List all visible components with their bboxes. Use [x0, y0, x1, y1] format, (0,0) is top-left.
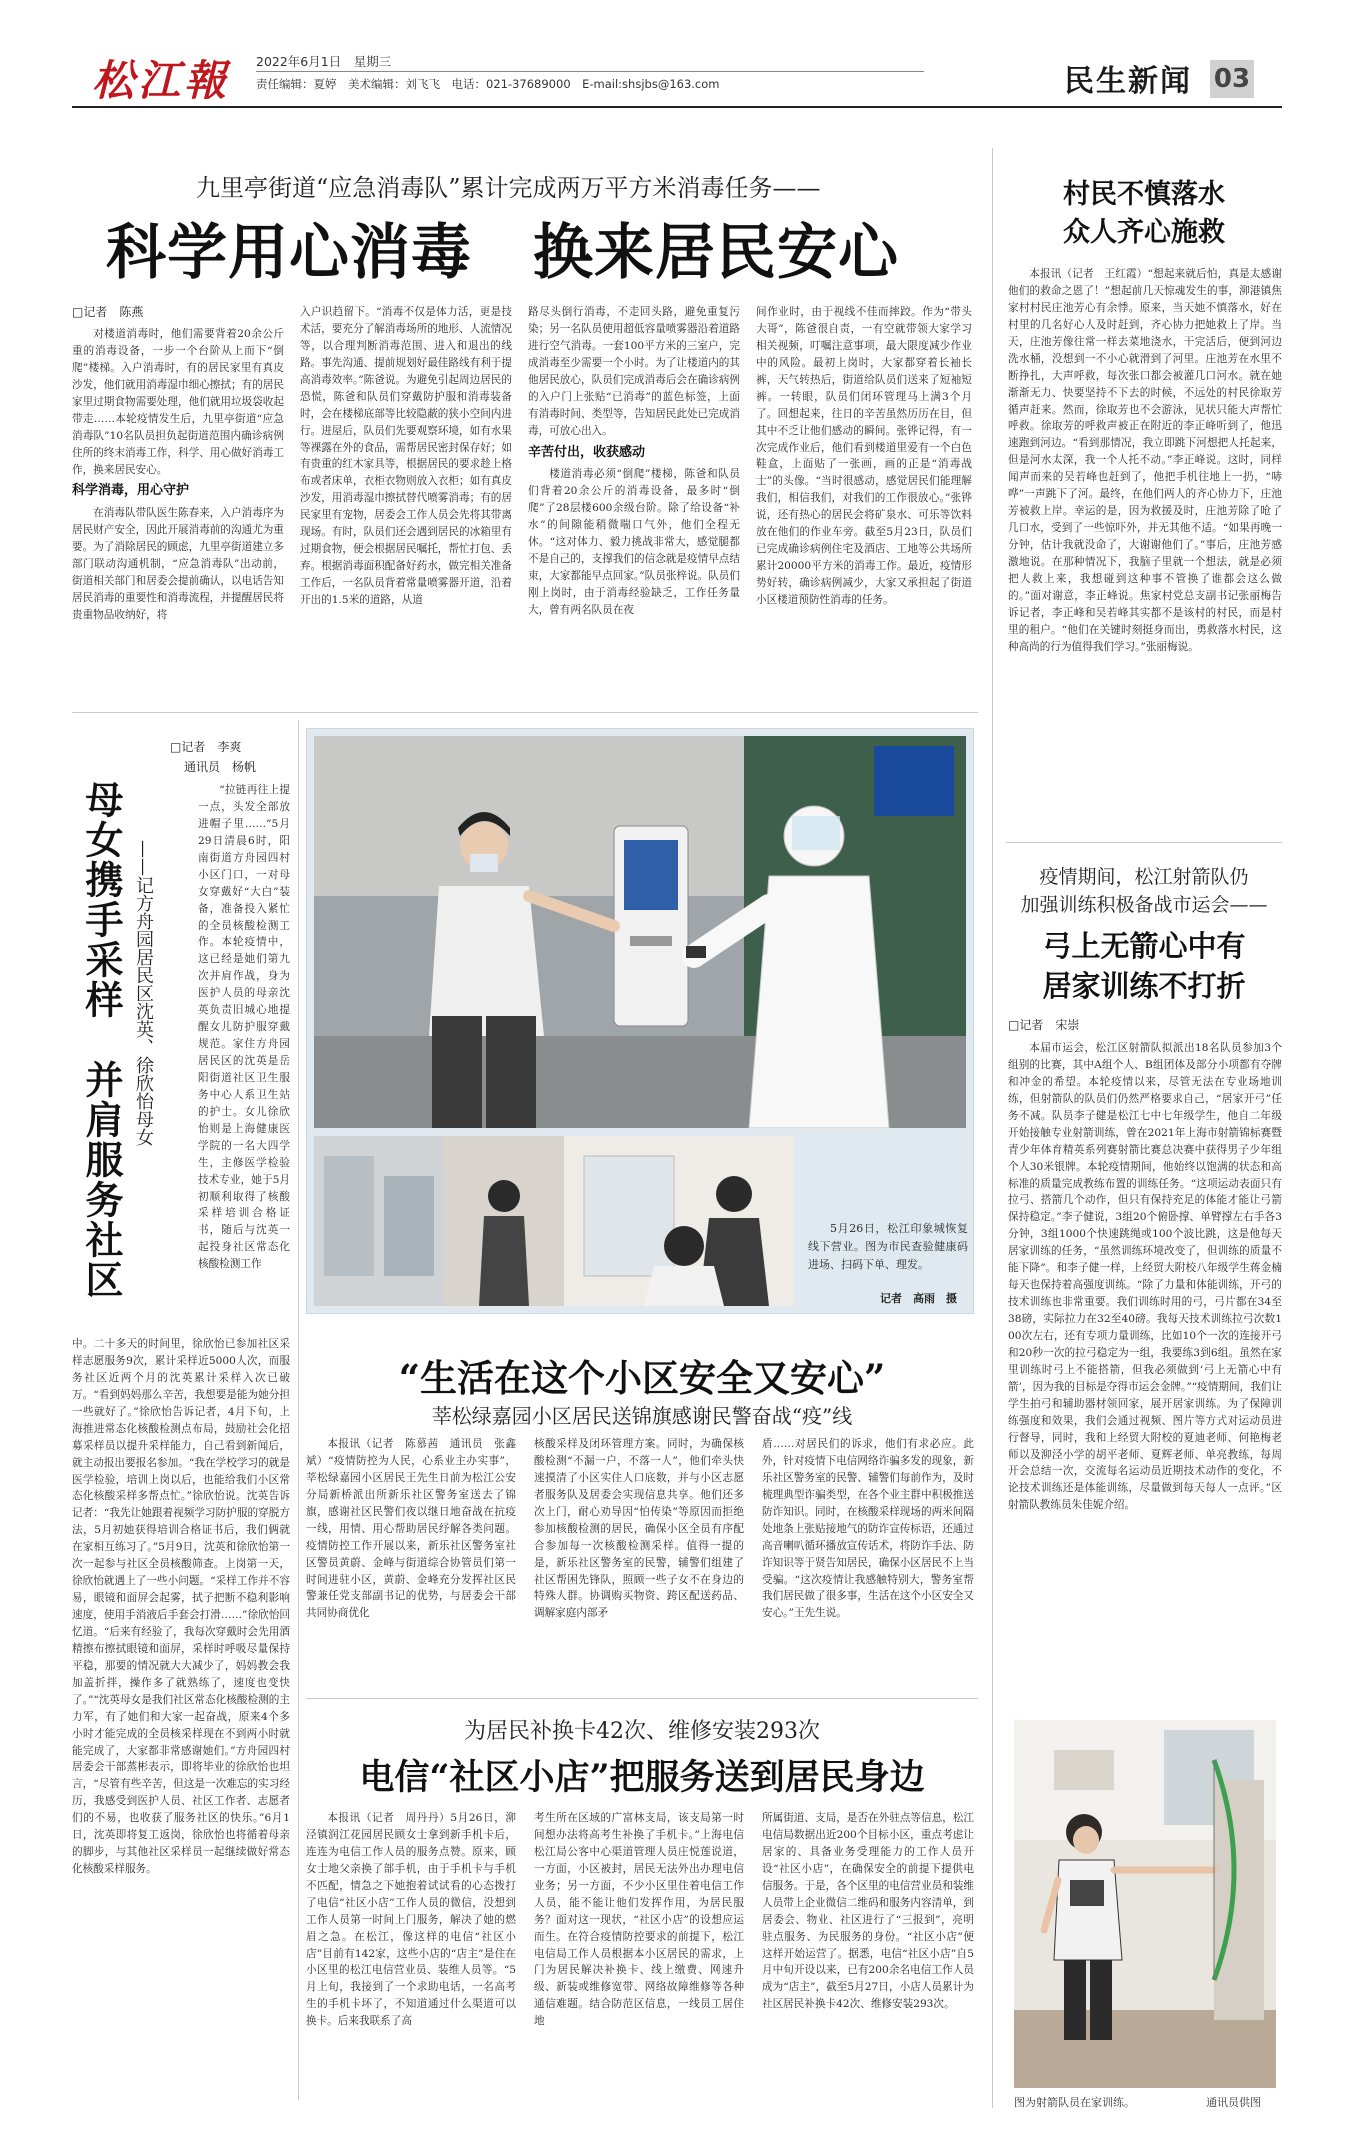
sidebar-divider [992, 148, 993, 2108]
story1-byline: □记者 陈燕 [72, 305, 144, 319]
archery-kicker-2: 加强训练积极备战市运会—— [1020, 894, 1268, 916]
safe-column-2 [534, 1436, 744, 1686]
story1-column-2 [300, 304, 512, 704]
story1-bottom-rule [72, 712, 978, 713]
archery-body [1008, 1040, 1282, 1714]
mother-body-narrow [198, 782, 290, 1330]
masthead [0, 0, 1354, 110]
archery-photo [1014, 1720, 1276, 2088]
telecom-paragraph: 所属街道、支局，是否在外驻点等信息，松江电信局数据出近200个目标小区，重点考虑让居家的、具备业务受理能力的工作人员开设“社区小店”，在确保安全的前提下提供电信服务。于是，各个区里的电信营业员和装维人员带上企业微信二维码和服务内容清单，到居委会、物业、社区进行了“三报到”，亮明驻点服务、为民服务的身份。“社区小店”便这样开始运营了。据悉，电信“社区小店”自5月中旬开设以来，已有200余名电信工作人员成为“店主”，截至5月27日，小店人员累计为社区居民补换卡42次、维修安装293次。 [762, 1812, 974, 2011]
safe-paragraph: 盾……对居民们的诉求，他们有求必应。此外，针对疫情下电信网络诈骗多发的现象，新乐社区警务室的民警、辅警们每前作为，及时梳理典型诈骗类型，在各个业主群中积极推送防诈知识。同时，在核酸采样现场的两米间隔处地条上张贴接地气的防诈宣传标语，还通过高音喇叭循环播放宣传话术，将防诈手法、防诈知识等于贤告知居民，确保小区居民不上当受骗。“这次疫情让我感触特别大，警务室帮我们居民做了很多事，生活在这个小区安全又安心。”王先生说。 [762, 1438, 974, 1620]
mother-byline-correspondent: 通讯员 杨帆 [184, 760, 257, 774]
newspaper-logo: 松江報 [92, 56, 231, 105]
safe-headline: “生活在这个小区安全又安心” [398, 1356, 886, 1400]
telecom-column-2 [534, 1810, 744, 2100]
story1-paragraph: 在消毒队带队医生陈春来，入户消毒序为居民财产安全，因此开展消毒前的沟通尤为重要。为了消除居民的顾虑，九里亭街道建立多部门联动沟通机制，“应急消毒队”出动前，街道相关部门和居委会提前确认，以电话告知居民消毒的重要性和消毒流程，并提醒居民将贵重物品收纳好，将 [72, 507, 284, 621]
story1-column-1 [72, 326, 284, 704]
archery-photo-caption: 图为射箭队员在家训练。 [1014, 2096, 1135, 2109]
mother-paragraph: “拉链再往上提一点，头发全部放进帽子里……”5月29日清晨6时，阳南街道方舟园四村小区门口，一对母女穿戴好“大白”装备，准备投入紧忙的全员核酸检测工作。本轮疫情中，这已经是她们第九次并肩作战，身为医护人员的母亲沈英负责旧城心地提醒女儿防护服穿戴规范。家住方舟园居民区的沈英是岳阳街道社区卫生服务中心人系卫生站的护士。女儿徐欣怡则是上海健康医学院的一名大四学生，主修医学检验技术专业，她于5月初顺利取得了核酸采样培训合格证书，随后与沈英一起投身社区常态化核酸检测工作 [198, 784, 290, 1271]
story1-paragraph: 楼道消毒必须“倒爬”楼梯，陈爸和队员们背着20余公斤的消毒设备，最多时“倒爬”了28层楼600余级台阶。除了给设备“补水”的间隙能稍微喘口气外，他们全程无休。“这对体力、毅力挑战非常大，感觉腿都不是自己的，支撑我们的信念就是疫情早点结束，大家都能早点回家。”队员张梓说。队员们刚上岗时，由于消毒经验缺乏，工作任务量大，曾有两名队员在夜 [528, 468, 740, 616]
story1-paragraph: 间作业时，由于视线不佳而摔跤。作为“带头大哥”，陈爸很自责，一有空就带领大家学习相关视频，叮嘱注意事项，最大限度减少作业中的风险。最初上岗时，大家都穿着长袖长裤，天气转热后，街道给队员们送来了短袖短裤。一转眼，队员们闭环管理马上满3个月了。回想起来，往日的辛苦虽然历历在目，但其中不乏让他们感动的瞬间。张铧记得，有一次完成作业后，他们看到楼道里爱有一个白色鞋盒，上面贴了一张画，画的正是“消毒战士”的头像。“当时很感动，感觉居民们能理解我们，相信我们，对我们的工作很放心。”张铧说，还有热心的居民会将矿泉水、可乐等饮料放在他们的作业车旁。截至5月23日，队员们已完成确诊病例住宅及酒店、工地等公共场所累计20000平方米的消毒工作。最近，疫情形势好转，确诊病例减少，大家又承担起了街道小区楼道预防性消毒的任务。 [756, 306, 972, 606]
mother-divider [298, 720, 299, 2100]
story1-paragraph: 路尽头倒行消毒，不走回头路，避免重复污染；另一名队员使用超低容量喷雾器沿着道路进行空气消毒。一套100平方米的三室户，完成消毒至少需要一个小时。为了让楼道内的其他居民放心，队员们完成消毒后会在确诊病例的入户门上张贴“已消毒”的蓝色标签，上面有消毒时间、类型等，告知居民此处已完成消毒，可放心出入。 [528, 306, 740, 437]
safe-column-1 [306, 1436, 516, 1686]
rescue-body [1008, 266, 1282, 826]
telecom-column-1 [306, 1810, 516, 2100]
safe-paragraph: 核酸采样及闭环管理方案。同时，为确保核酸检测“不漏一户，不落一人”，他们牵头快速摸清了小区实住人口底数，并与小区志愿者服务队及居委会实现信息共享。他们还多次上门，耐心劝导因“怕传染”等原因而拒绝参加核酸检测的居民，确保小区全员有序配合参加每一次核酸检测采样。值得一提的是，新乐社区警务室的民警，辅警们组建了社区帮困先锋队，照顾一些子女不在身边的特殊人群。协调购买物资、跨区配送药品、调解家庭内部矛 [534, 1438, 744, 1620]
mother-body-wide [72, 1336, 290, 2100]
rescue-bottom-rule [1006, 842, 1282, 843]
page-number: 03 [1210, 60, 1254, 98]
story1-column-3 [528, 304, 740, 704]
archery-byline: □记者 宋崇 [1008, 1018, 1080, 1032]
safe-subheadline: 莘松绿嘉园小区居民送锦旗感谢民警奋战“疫”线 [431, 1404, 853, 1428]
telecom-paragraph: 本报讯（记者 周丹丹）5月26日，泖泾镇润江花园居民顾女士拿到新手机卡后，连连为电信工作人员的服务点赞。原来，顾女士地父亲换了部手机，由于手机卡与手机不匹配，情急之下她抱着试试看的心态拨打了电信“社区小店”工作人员的微信，没想到工作人员第一时间上门服务，解决了她的燃眉之急。在松江，像这样的电信“社区小店”目前有142家，这些小店的“店主”是住在小区里的松江电信营业员、装维人员等。“5月上旬，我接到了一个求助电话，一名高考生的手机卡坏了，不知道通过什么渠道可以换卡。后来我联系了高 [306, 1812, 516, 2028]
main-photo-credit: 记者 高雨 摄 [880, 1292, 957, 1305]
story1-subhead-1: 科学消毒，用心守护 [72, 483, 190, 499]
rescue-headline-2: 众人齐心施救 [1063, 217, 1225, 248]
story1-headline: 科学用心消毒 换来居民安心 [106, 218, 899, 288]
archery-headline-2: 居家训练不打折 [1042, 969, 1246, 1003]
rescue-headline-1: 村民不慎落水 [1063, 179, 1225, 210]
safe-bottom-rule [306, 1698, 978, 1699]
safe-paragraph: 本报讯（记者 陈慕茜 通讯员 张鑫斌）“疫情防控为人民，心系业主办实事”，莘松绿嘉园小区居民王先生日前为松江公安分局新桥派出所新乐社区警务室送去了锦旗，感谢社区民警们夜以继日地奋战在抗疫一线，用情、用心帮助居民纾解各类问题。疫情防控工作开展以来，新乐社区警务室社区警员黄蔚、金峰与街道综合协管员们第一时间进驻小区，黄蔚、金峰充分发挥社区民警兼任党支部副书记的优势，与居委会干部共同协商优化 [306, 1438, 516, 1620]
mother-headline: 母女携手采样 并肩服务社区 [79, 780, 124, 1300]
editors-line: 责任编辑：夏婷 美术编辑：刘飞飞 电话：021-37689000 E-mail:shsjbs@163.com [256, 77, 720, 91]
mother-paragraph: 中。二十多天的时间里，徐欣怡已参加社区采样志愿服务9次，累计采样近5000人次，而服务社区近两个月的沈英累计采样入次已破万。“看到妈妈那么辛苦，我想要是能为她分担一些就好了。”徐欣怡告诉记者，4月下旬，上海推进常态化核酸检测点布局，鼓励社会化招募采样员以提升采样能力，自己看到新闻后，就主动报出要报名参加。“我在学校学习的就是医学检验，培训上岗以后，也能给我们小区常态化核酸采样多帮点忙。”徐欣怡说。沈英告诉记者：“我先让她跟着视频学习防护服的穿脱方法，5月初她获得培训合格证书后，我们俩就在家相互练习了。”5月9日，沈英和徐欣怡第一次一起参与社区全员核酸筛查。上岗第一天，徐欣怡就遇上了一些小问题。“采样工作并不容易，眼镜和面屏会起雾，拭子把断不稳利影响速度，使用手消液后手套会打滑……”徐欣怡回忆道。“后来有经验了，我每次穿戴时会先用酒精擦布擦拭眼镜和面屏，采样时呼吸尽量保持平稳，那要的情况就大大减少了，妈妈教会我加盖折拌，操作多了就熟练了，速度也变快了。”“沈英母女是我们社区常态化核酸检测的主力军，有了她们和大家一起奋战，原来4个多小时才能完成的全员核采样现在不到两小时就能完成了，大家都非常感谢她们。”方舟园四村居委会干部蒸彬表示，即将毕业的徐欣怡也坦言，“尽管有些辛苦，但这是一次难忘的实习经历，我感受到医护人员、社区工作者、志愿者们的不易，也收获了服务社区的快乐。”6月1日，沈英即将复工返岗，徐欣怡也将循着母亲的脚步，与其他社区采样员一起继续做好常态化核酸采样服务。 [72, 1338, 290, 1876]
rescue-paragraph: 本报讯（记者 王红霞）“想起来就后怕，真是太感谢他们的救命之恩了！”想起前几天惊魂发生的事，泖港镇焦家村村民庄池芳心有余悸。原来，当天她不慎落水，好在村里的几名好心人及时赶到，齐心协力把她救上了岸。当天，庄池芳像往常一样去菜地浇水，干完活后，便到河边洗水桶，没想到一不小心就滑到了河里。庄池芳在水里不断挣扎，大声呼救，每次张口都会被灌几口河水。就在她渐渐无力、快要坚持不下去的时候，不远处的村民徐取芳循声赶来。然而，徐取芳也不会游泳，见状只能大声帮忙呼救。徐取芳的呼救声被正在附近的李正峰听到了，他迅速跑到河边。“看到那情况，我立即跳下河想把人托起来，但是河水太深，我一个人托不动。”李正峰说。这时，同样闻声而来的吴若峰也赶到了，他把手机往地上一扔，“哧哗”一声跳下了河。最终，在他们两人的齐心协力下，庄池芳被救上岸。幸运的是，因为救援及时，庄池芳除了呛了几口水，受到了一些惊吓外，并无其他不适。“如果再晚一分钟，估计我就没命了，大谢谢他们了。”事后，庄池芳感激地说。在那种情况下，我脑子里就一个想法，就是必须把人救上来，我想碰到这种事不管换了谁都会这么做的。”面对谢意，李正峰说。焦家村党总支副书记张丽梅告诉记者，李正峰和吴若峰其实都不是该村的村民，而是村里的租户。“他们在关键时刻挺身而出，勇救落水村民，这种高尚的行为值得我们学习。”张丽梅说。 [1008, 268, 1282, 653]
health-code-photo [314, 736, 966, 1128]
story1-subhead-2: 辛苦付出，收获感动 [528, 444, 646, 460]
telecom-paragraph: 考生所在区域的广富林支局，该支局第一时间想办法将高考生补换了手机卡。”上海电信松江局公客中心渠道管理人员庄悦莲说道，一方面，小区被封，居民无法外出办理电信业务；另一方面，不少小区里住着电信工作人员，能不能让他们发挥作用，为居民服务？面对这一现状，“社区小店”的设想应运而生。在符合疫情防控要求的前提下，松江电信局工作人员根据本小区居民的需求，上门为居民解决补换卡、线上缴费、网速升级、新装或维修宽带、网络故障维修等各种通信难题。结合防范区信息，一线员工居住地 [534, 1812, 744, 2028]
story1-column-4 [756, 304, 972, 704]
archery-paragraph: 本届市运会，松江区射箭队拟派出18名队员参加3个组别的比赛，其中A组个人、B组团体及部分小项都有夺牌和冲金的希望。本轮疫情以来，尽管无法在专业场地训练，但射箭队的队员们仍然严格要求自己，“居家开弓”任务不减。队员李子健是松江七中七年级学生，他自二年级开始接触专业射箭训练，曾在2021年上海市射箭锦标赛暨青少年体育精英系列赛射箭比赛总决赛中获得男子少年组个人30米银牌。本轮疫情期间，他始终以饱满的状态和高标准的质量完成教练布置的训练任务。“这项运动表面只有拉弓、搭箭几个动作，但只有保持充足的体能才能让弓箭保持稳定。”李子健说，3组20个俯卧撑、单臂撑左右手各3分钟，3组1000个快速跳绳或100个波比跳，这是他每天居家训练的任务，“虽然训练环境改变了，但训练的质量不能下降”。和李子健一样，上经贸大附校八年级学生蒋金楠每天也保持着高强度训练。“除了力量和体能训练，开弓的技术训练也非常重要。我们训练时用的弓，弓片都在34至38磅，实际拉力在32至40磅。我每天技术训练拉弓次数100次左右，还有专项力量训练，比如10个一次的连接开弓和20秒一次的拉弓稳定为一组，我要练3到6组。虽然在家里训练时弓上不能搭箭，但我必须做到‘弓上无箭心中有箭’，因为我的目标是夺得市运会金牌。”“疫情期间，我们让学生拍弓和辅助器材领回家，展开居家训练。为了保障训练强度和效果，我们会通过视频、图片等方式对运动员进行督导，同时，我和上经贸大附校的夏迪老师、何艳梅老师以及泖泾小学的胡平老师、夏辉老师、单亮教练，每周开会总结一次，交流每名运动员近期技术动作的变化，不论技术训练还是体能训练，尽量做到每天每人一点评。”区射箭队教练员朱佳妮介绍。 [1008, 1042, 1282, 1512]
story1-paragraph: 对楼道消毒时，他们需要背着20余公斤重的消毒设备，一步一个台阶从上而下“倒爬”楼梯。入户消毒时，有的居民家里有真皮沙发，他们就用消毒湿巾细心擦拭；有的居民家里过期食物需要处理，他们就用垃圾袋收起带走……本轮疫情发生后，九里亭街道“应急消毒队”10名队员担负起街道范围内确诊病例住所的终末消毒工作，科学、用心做好消毒工作，换来居民安心。 [72, 328, 284, 476]
masthead-rule [256, 71, 924, 72]
telecom-column-3 [762, 1810, 974, 2100]
telecom-headline: 电信“社区小店”把服务送到居民身边 [359, 1757, 925, 1798]
main-photo-caption-text: 5月26日，松江印象城恢复线下营业。图为市民查验健康码进场、扫码下单、理发。 [808, 1222, 968, 1272]
section-title: 民生新闻 [1064, 64, 1192, 99]
story1-paragraph: 入户识趋留下。“消毒不仅是体力活，更是技术活，要充分了解消毒场所的地形、人流情况等，以合理判断消毒范围、进入和退出的线路。事先沟通、提前规划好最佳路线有利于提高消毒效率。”陈爸说。为避免引起周边居民的恐慌，陈爸和队员们穿戴防护服和消毒装备时，会在楼梯底部等比较隐蔽的狭小空间内进行。进屋后，队员们先要观察环境，如有水果等裸露在外的食品，需帮居民密封保存好；如有贵重的红木家具等，根据居民的要求趁上格布或者床单，衣柜衣物则放入衣柜；如有真皮沙发，用消毒湿巾擦拭替代喷雾消毒；有的居民家里有宠物，居委会工作人员会先将其带离现场。有时，队员们还会遇到居民的冰箱里有过期食物，便会根据居民嘱托，帮忙打包、丢弃。根据消毒面积配备好药水，做完相关准备工作后，一名队员背着常量喷雾器开道，沿着开出的1.5米的道路，从道 [300, 306, 512, 606]
archery-photo-credit: 通讯员供图 [1206, 2096, 1261, 2109]
archery-kicker-1: 疫情期间，松江射箭队仍 [1039, 866, 1249, 888]
archery-headline-1: 弓上无箭心中有 [1042, 929, 1246, 963]
story1-kicker: 九里亭街道“应急消毒队”累计完成两万平方米消毒任务—— [196, 174, 821, 202]
issue-date: 2022年6月1日 星期三 [256, 54, 392, 69]
telecom-kicker: 为居民补换卡42次、维修安装293次 [464, 1719, 820, 1744]
main-photo-caption [808, 1220, 968, 1274]
mother-byline-reporter: □记者 李爽 [170, 740, 242, 754]
safe-column-3 [762, 1436, 974, 1686]
mother-subtitle: ——记方舟园居民区沈英、徐欣怡母女 [133, 840, 154, 1146]
haircut-photo [314, 1136, 794, 1306]
masthead-bottom-rule [72, 106, 1282, 108]
